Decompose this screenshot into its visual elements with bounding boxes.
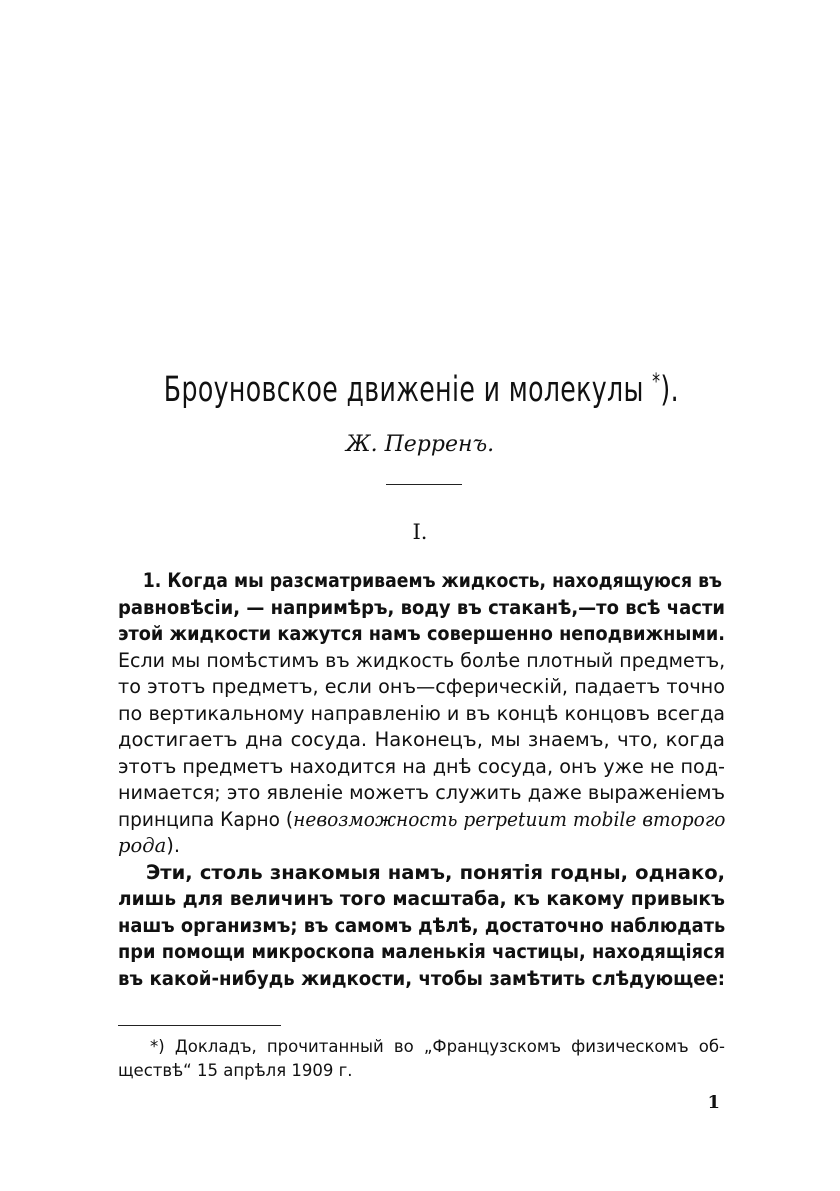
paragraph-1-line: этотъ предметъ находится на днѣ сосуда, онъ уже не под- [118, 754, 726, 778]
paragraph-1-line-11 [118, 833, 725, 860]
footnote [118, 1035, 725, 1083]
footnote-line-1: *) Докладъ, прочитанный во „Французскомъ физическомъ об- [150, 1037, 725, 1056]
paragraph-1-line: то этотъ предметъ, если онъ—сферическій, падаетъ точно [118, 675, 726, 698]
paragraph-1-line: этой жидкости кажутся намъ совершенно неподвижными. [118, 622, 725, 645]
article-title-text: Броуновское движеніе и молекулы [163, 370, 644, 410]
paragraph-2-line: нашъ организмъ; въ самомъ дѣлѣ, достаточно наблюдать [118, 913, 726, 937]
paragraph-2-line: лишь для величинъ того масштаба, къ какому привыкъ [118, 887, 725, 910]
paragraph-1-line-10 [118, 807, 725, 834]
paragraph-1-line-11-suffix: ). [166, 834, 181, 857]
paragraph-1-line-10-prefix: принципа Карно ( [118, 807, 294, 831]
article-title [119, 370, 724, 410]
title-divider [386, 484, 462, 485]
paragraph-1-line: равновѣсіи, — напримѣръ, воду въ стаканѣ,—то всѣ части [118, 595, 726, 619]
paragraph-1-line: достигаетъ дна сосуда. Наконецъ, мы знаемъ, что, когда [118, 728, 725, 751]
latin-phrase-end: рода [118, 834, 167, 857]
paragraph-1-line: нимается; это явленіе можетъ служить даже выраженіемъ [118, 781, 726, 804]
latin-phrase: невозможность perpetuum mobile второго [293, 807, 726, 831]
paragraph-1-line: 1. Когда мы разсматриваемъ жидкость, находящуюся въ [142, 569, 723, 592]
page-number: 1 [707, 1092, 720, 1113]
article-body [118, 568, 725, 992]
paragraph-2-line: Эти, столь знакомыя намъ, понятія годны, однако, [146, 860, 725, 884]
footnote-divider [118, 1025, 281, 1026]
paragraph-2-line: при помощи микроскопа маленькія частицы, находящіяся [118, 940, 726, 963]
footnote-mark: * [652, 370, 661, 395]
footnote-line-2: ществѣ“ 15 апрѣля 1909 г. [118, 1061, 353, 1080]
paragraph-1-line: Если мы помѣстимъ въ жидкость болѣе плотный предметъ, [118, 648, 726, 672]
paragraph-1-line: по вертикальному направленію и въ концѣ концовъ всегда [118, 701, 726, 725]
author-name: Ж. Перренъ. [345, 432, 495, 457]
section-number: I. [412, 520, 428, 544]
paragraph-2-line: въ какой-нибудь жидкости, чтобы замѣтить слѣдующее: [118, 966, 726, 990]
article-title-close: ). [660, 370, 679, 410]
